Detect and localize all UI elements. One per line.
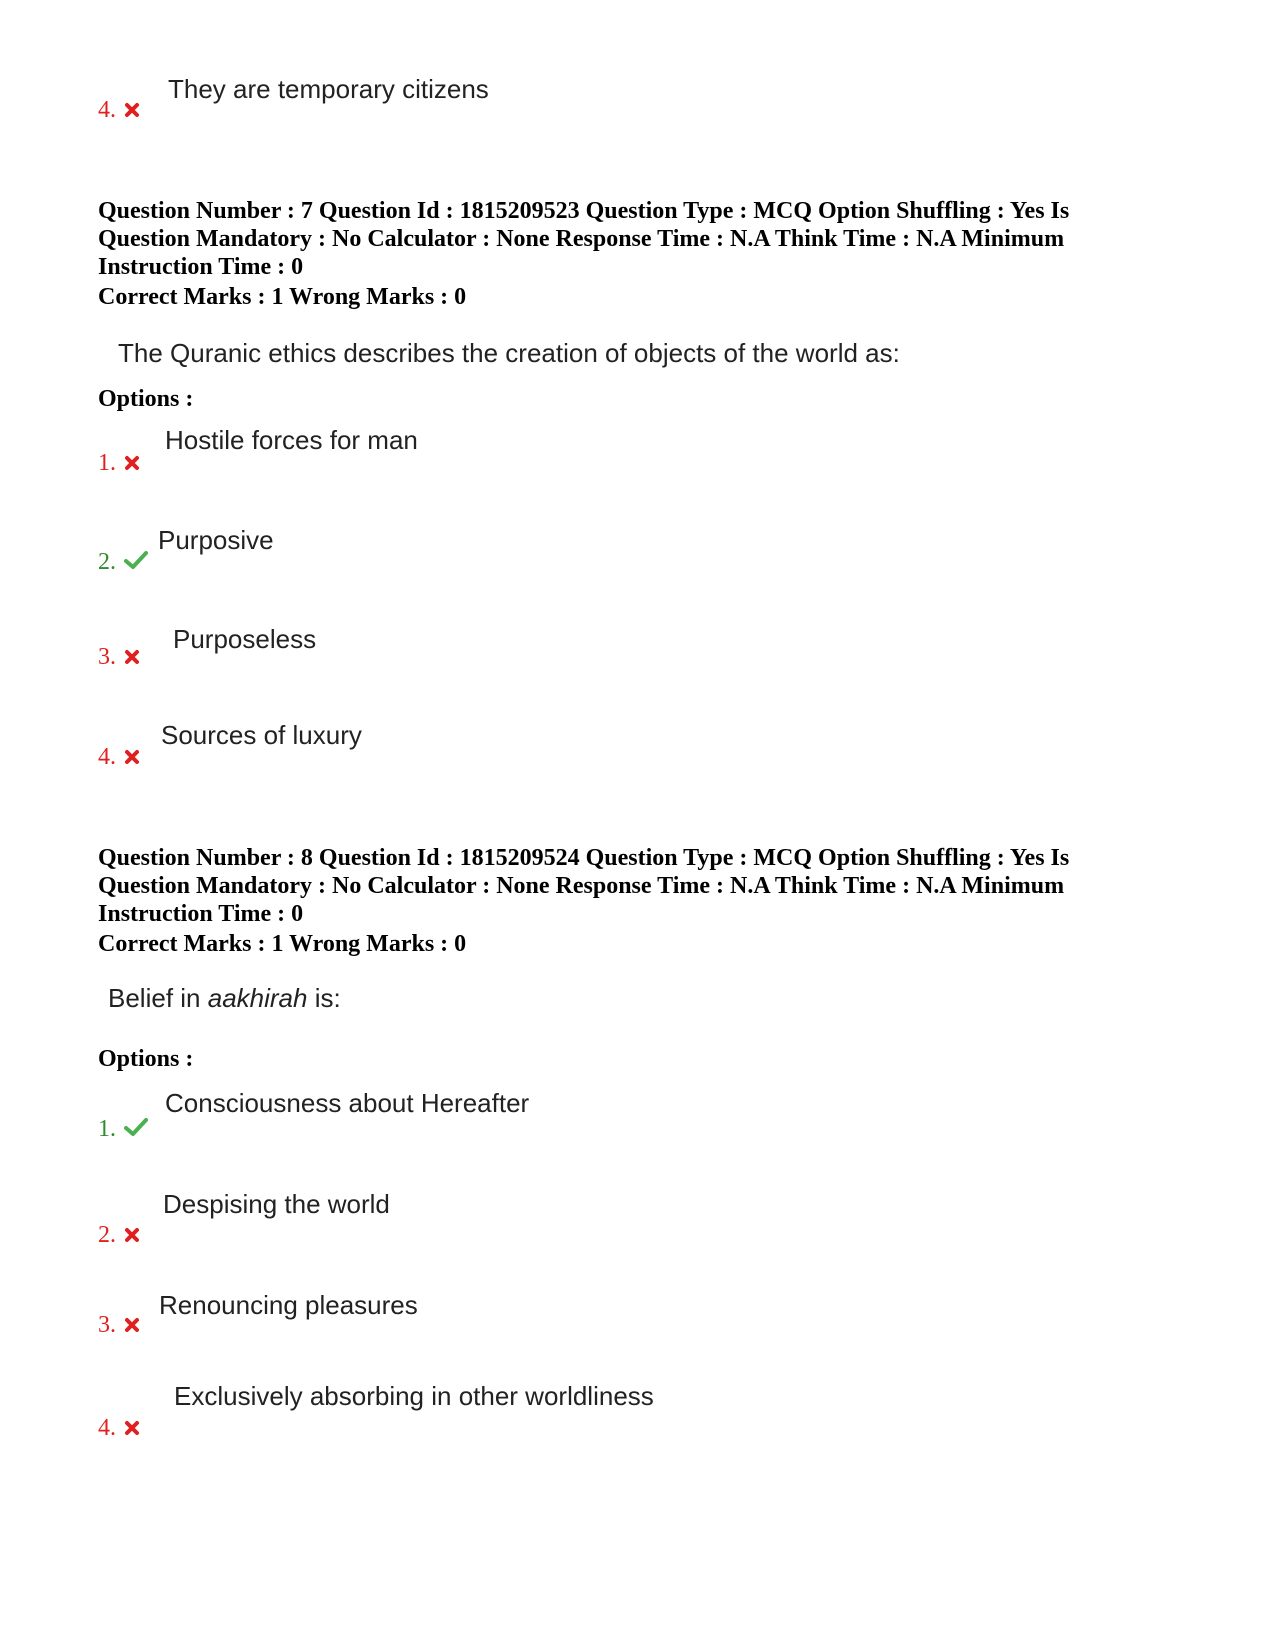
option-number-label: 3. (98, 644, 116, 670)
options-label: Options : (98, 386, 194, 412)
cross-icon (124, 1222, 140, 1250)
option-number (98, 1221, 140, 1250)
cross-icon (124, 97, 140, 125)
option-text: Exclusively absorbing in other worldliness (174, 1381, 654, 1411)
cross-icon (124, 744, 140, 772)
checkmark-icon (124, 549, 148, 577)
option-number-label: 1. (98, 450, 116, 476)
option-text: Sources of luxury (161, 720, 362, 750)
option-number-label: 1. (98, 1116, 116, 1142)
option-text: Purposive (158, 525, 274, 555)
option-number (98, 96, 140, 125)
cross-icon (124, 644, 140, 672)
option-number (98, 449, 140, 478)
option-number-label: 4. (98, 97, 116, 123)
option-number-label: 4. (98, 744, 116, 770)
options-label: Options : (98, 1046, 194, 1072)
cross-icon (124, 450, 140, 478)
option-number-label: 4. (98, 1415, 116, 1441)
question-text (108, 983, 341, 1013)
question-meta: Question Number : 7 Question Id : 1815209523 Question Type : MCQ Option Shuffling : Yes Is Question Mandatory : No Calculator : None Response Time : N.A Think Time : N.A Minimum Instruction Time : 0 (98, 198, 1070, 280)
option-number (98, 1115, 148, 1144)
cross-icon (124, 1312, 140, 1340)
marks-line: Correct Marks : 1 Wrong Marks : 0 (98, 284, 467, 310)
option-number (98, 643, 140, 672)
marks-line: Correct Marks : 1 Wrong Marks : 0 (98, 931, 467, 957)
option-number-label: 2. (98, 1222, 116, 1248)
option-text: Despising the world (163, 1189, 390, 1219)
question-text-italic: aakhirah (207, 983, 308, 1013)
option-number (98, 1311, 140, 1340)
option-number (98, 1414, 140, 1443)
option-text: They are temporary citizens (168, 74, 489, 104)
option-text: Consciousness about Hereafter (165, 1088, 530, 1118)
question-text-part: is: (307, 983, 341, 1013)
cross-icon (124, 1415, 140, 1443)
option-text: Purposeless (173, 624, 317, 654)
checkmark-icon (124, 1116, 148, 1144)
option-text: Hostile forces for man (165, 425, 418, 455)
question-meta: Question Number : 8 Question Id : 1815209524 Question Type : MCQ Option Shuffling : Yes Is Question Mandatory : No Calculator : None Response Time : N.A Think Time : N.A Minimum Instruction Time : 0 (98, 845, 1070, 927)
option-number-label: 2. (98, 549, 116, 575)
option-number (98, 743, 140, 772)
option-number (98, 548, 148, 577)
question-text: The Quranic ethics describes the creation of objects of the world as: (118, 338, 900, 368)
option-number-label: 3. (98, 1312, 116, 1338)
option-text: Renouncing pleasures (159, 1290, 418, 1320)
question-text-part: Belief in (108, 983, 208, 1013)
